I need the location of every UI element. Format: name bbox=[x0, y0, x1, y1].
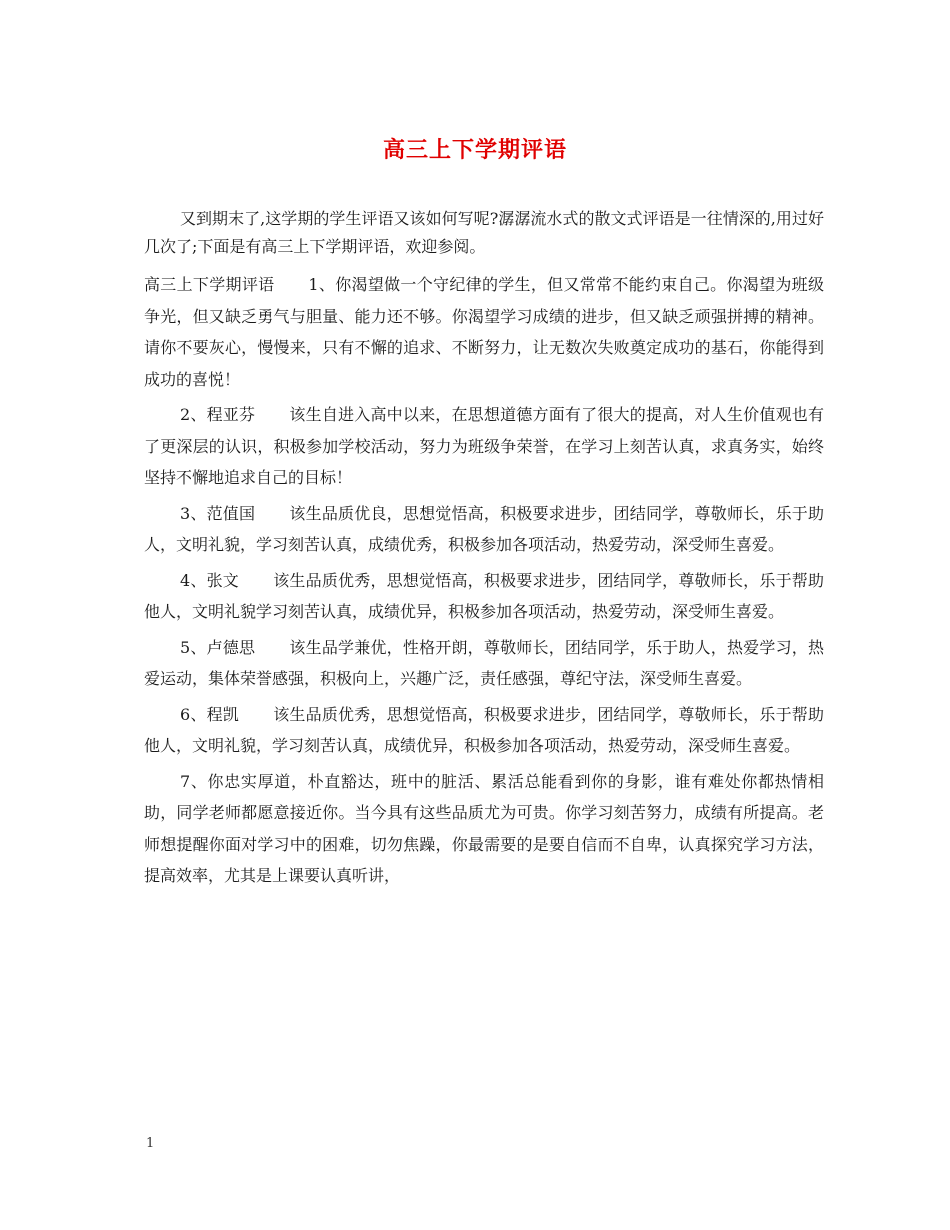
comment-item-1 bbox=[144, 269, 824, 395]
page-number: 1 bbox=[146, 1136, 155, 1151]
comment-item-2 bbox=[144, 399, 824, 494]
intro-paragraph: 又到期末了,这学期的学生评语又该如何写呢?潺潺流水式的散文式评语是一往情深的,用过好几次了;下面是有高三上下学期评语，欢迎参阅。 bbox=[144, 209, 824, 256]
item-text: 该生品学兼优，性格开朗，尊敬师长，团结同学，乐于助人，热爱学习，热爱运动，集体荣誉感强，积极向上，兴趣广泛，责任感强，尊纪守法，深受师生喜爱。 bbox=[144, 637, 824, 688]
comment-item-6 bbox=[144, 699, 824, 762]
comment-item-4 bbox=[144, 565, 824, 628]
item-label: 1、 bbox=[308, 275, 336, 294]
item-label: 4、张文 bbox=[180, 570, 240, 590]
item-text: 该生品质优秀，思想觉悟高，积极要求进步，团结同学，尊敬师长，乐于帮助他人，文明礼貌，学习刻苦认真，成绩优异，积极参加各项活动，热爱劳动，深受师生喜爱。 bbox=[144, 704, 824, 755]
comment-item-5 bbox=[144, 632, 824, 695]
item-text: 该生品质优秀，思想觉悟高，积极要求进步，团结同学，尊敬师长，乐于帮助他人，文明礼貌学习刻苦认真，成绩优异，积极参加各项活动，热爱劳动，深受师生喜爱。 bbox=[144, 570, 824, 621]
comment-item-3 bbox=[144, 498, 824, 561]
comment-item-7 bbox=[144, 766, 824, 892]
item-text: 你渴望做一个守纪律的学生，但又常常不能约束自己。你渴望为班级争光，但又缺乏勇气与胆量、能力还不够。你渴望学习成绩的进步，但又缺乏顽强拼搏的精神。请你不要灰心，慢慢来，只有不懈的追求、不断努力，让无数次失败奠定成功的基石，你能得到成功的喜悦！ bbox=[144, 275, 824, 389]
document-body bbox=[144, 205, 824, 896]
page-title: 高三上下学期评语 bbox=[382, 137, 567, 163]
item-text: 该生品质优良，思想觉悟高，积极要求进步，团结同学，尊敬师长，乐于助人，文明礼貌，学习刻苦认真，成绩优秀，积极参加各项活动，热爱劳动，深受师生喜爱。 bbox=[144, 503, 824, 554]
section-label: 高三上下学期评语 bbox=[144, 275, 275, 294]
item-text: 该生自进入高中以来，在思想道德方面有了很大的提高，对人生价值观也有了更深层的认识，积极参加学校活动，努力为班级争荣誉，在学习上刻苦认真，求真务实，始终坚持不懈地追求自己的目标！ bbox=[144, 405, 824, 487]
item-label: 2、程亚芬 bbox=[180, 405, 256, 424]
item-label: 5、卢德思 bbox=[180, 637, 256, 657]
item-label: 6、程凯 bbox=[180, 704, 240, 724]
item-label: 3、范值国 bbox=[180, 503, 256, 523]
item-text: 你忠实厚道，朴直豁达，班中的脏活、累活总能看到你的身影，谁有难处你都热情相助，同学老师都愿意接近你。当今具有这些品质尤为可贵。你学习刻苦努力，成绩有所提高。老师想提醒你面对学习中的困难，切勿焦躁，你最需要的是要自信而不自卑，认真探究学习方法，提高效率，尤其是上课要认真听讲， bbox=[144, 771, 824, 885]
item-label: 7、 bbox=[180, 771, 208, 791]
